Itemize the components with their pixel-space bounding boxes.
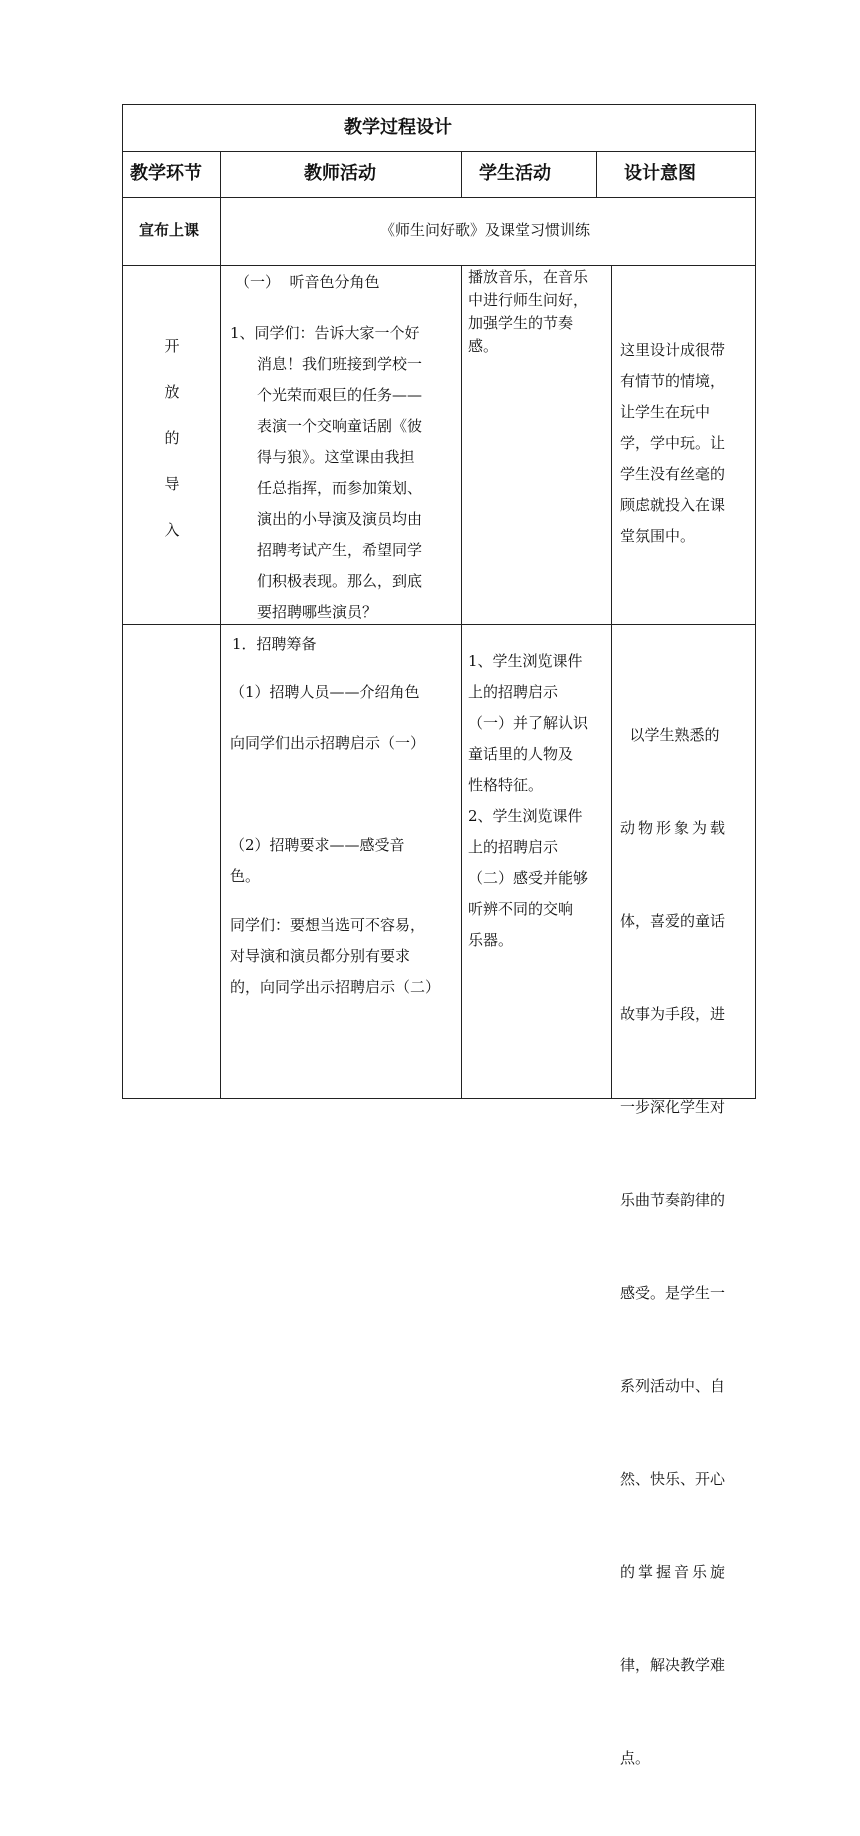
stage-char: 入 xyxy=(164,521,180,539)
stage-announce: 宣布上课 xyxy=(139,221,200,239)
intro-intent-text xyxy=(620,335,752,552)
text-line: 演出的小导演及演员均由 xyxy=(257,510,423,528)
recruit-teacher-heading: 1．招聘筹备 xyxy=(232,635,317,653)
intro-teacher-heading: （一） 听音色分角色 xyxy=(235,273,380,291)
text-line: 以学生熟悉的 xyxy=(620,726,720,744)
table-rule xyxy=(122,265,756,266)
text-line: 乐曲节奏韵律的 xyxy=(620,1191,726,1209)
text-line: 个光荣而艰巨的任务—— xyxy=(257,386,423,404)
table-rule xyxy=(122,151,756,152)
text-line: 同学们：要想当选可不容易， xyxy=(230,916,426,934)
text-line: 2、学生浏览课件 xyxy=(468,807,583,825)
table-border-top xyxy=(122,104,756,105)
header-design-intent: 设计意图 xyxy=(624,163,696,184)
text-line: 堂氛围中。 xyxy=(620,527,696,545)
stage-char: 开 xyxy=(164,337,180,355)
text-line: 体，喜爱的童话 xyxy=(620,912,726,930)
text-line: 让学生在玩中 xyxy=(620,403,711,421)
text-line: 的掌握音乐旋 xyxy=(620,1563,729,1581)
text-line: 对导演和演员都分别有要求 xyxy=(230,947,411,965)
table-column-rule xyxy=(220,151,221,1099)
text-line: 得与狼》。这堂课由我担 xyxy=(257,448,415,466)
text-line: 招聘考试产生，希望同学 xyxy=(257,541,423,559)
table-rule xyxy=(122,197,756,198)
text-line: 然、快乐、开心 xyxy=(620,1470,726,1488)
header-student-activity: 学生活动 xyxy=(479,163,551,184)
recruit-teacher-p4 xyxy=(230,910,458,1003)
table-column-rule xyxy=(596,151,597,198)
text-line: （一）并了解认识 xyxy=(468,714,589,732)
text-line: 的，向同学出示招聘启示（二） xyxy=(230,978,441,996)
text-line: 上的招聘启示 xyxy=(468,838,559,856)
text-line: 性格特征。 xyxy=(468,776,544,794)
recruit-intent-text xyxy=(620,658,752,1836)
text-line: 故事为手段，进 xyxy=(620,1005,726,1023)
text-line: （2）招聘要求——感受音 xyxy=(230,836,405,854)
text-line: 播放音乐，在音乐 xyxy=(468,268,589,286)
text-line: 学，学中玩。让 xyxy=(620,434,726,452)
recruit-teacher-p2: 向同学们出示招聘启示（一） xyxy=(230,734,426,752)
stage-char: 放 xyxy=(164,383,180,401)
text-line: 上的招聘启示 xyxy=(468,683,559,701)
table-border-left xyxy=(122,104,123,1099)
text-line: 要招聘哪些演员？ xyxy=(257,603,378,621)
intro-teacher-text xyxy=(230,318,458,628)
text-line: 消息！我们班接到学校一 xyxy=(257,355,423,373)
text-line: 加强学生的节奏 xyxy=(468,314,574,332)
table-column-rule xyxy=(611,265,612,1099)
intro-student-text xyxy=(468,266,608,358)
text-line: 系列活动中、自 xyxy=(620,1377,726,1395)
text-line: 1、同学们：告诉大家一个好 xyxy=(230,324,420,342)
text-line: 任总指挥，而参加策划、 xyxy=(257,479,423,497)
stage-char: 的 xyxy=(164,429,180,447)
recruit-student-text xyxy=(468,646,608,956)
text-line: 学生没有丝毫的 xyxy=(620,465,726,483)
header-stage: 教学环节 xyxy=(130,163,202,184)
table-border-right xyxy=(755,104,756,1099)
recruit-teacher-p3 xyxy=(230,830,458,892)
text-line: 动物形象为载 xyxy=(620,819,729,837)
text-line: （二）感受并能够 xyxy=(468,869,589,887)
text-line: 表演一个交响童话剧《彼 xyxy=(257,417,423,435)
text-line: 一步深化学生对 xyxy=(620,1098,726,1116)
text-line: 1、学生浏览课件 xyxy=(468,652,583,670)
announce-content: 《师生问好歌》及课堂习惯训练 xyxy=(380,221,591,239)
stage-char: 导 xyxy=(164,475,180,493)
table-title: 教学过程设计 xyxy=(344,117,452,138)
text-line: 色。 xyxy=(230,867,261,885)
header-teacher-activity: 教师活动 xyxy=(304,163,376,184)
table-column-rule xyxy=(461,151,462,198)
text-line: 有情节的情境， xyxy=(620,372,726,390)
text-line: 们积极表现。那么，到底 xyxy=(257,572,423,590)
text-line: 中进行师生问好， xyxy=(468,291,589,309)
table-column-rule xyxy=(461,265,462,1099)
recruit-teacher-p1: （1）招聘人员——介绍角色 xyxy=(230,683,420,701)
text-line: 感。 xyxy=(468,337,499,355)
text-line: 这里设计成很带 xyxy=(620,341,726,359)
text-line: 律，解决教学难 xyxy=(620,1656,726,1674)
text-line: 乐器。 xyxy=(468,931,514,949)
text-line: 顾虑就投入在课 xyxy=(620,496,726,514)
text-line: 感受。是学生一 xyxy=(620,1284,726,1302)
stage-intro-vertical xyxy=(152,323,192,553)
text-line: 听辨不同的交响 xyxy=(468,900,574,918)
text-line: 童话里的人物及 xyxy=(468,745,574,763)
text-line: 点。 xyxy=(620,1749,651,1767)
